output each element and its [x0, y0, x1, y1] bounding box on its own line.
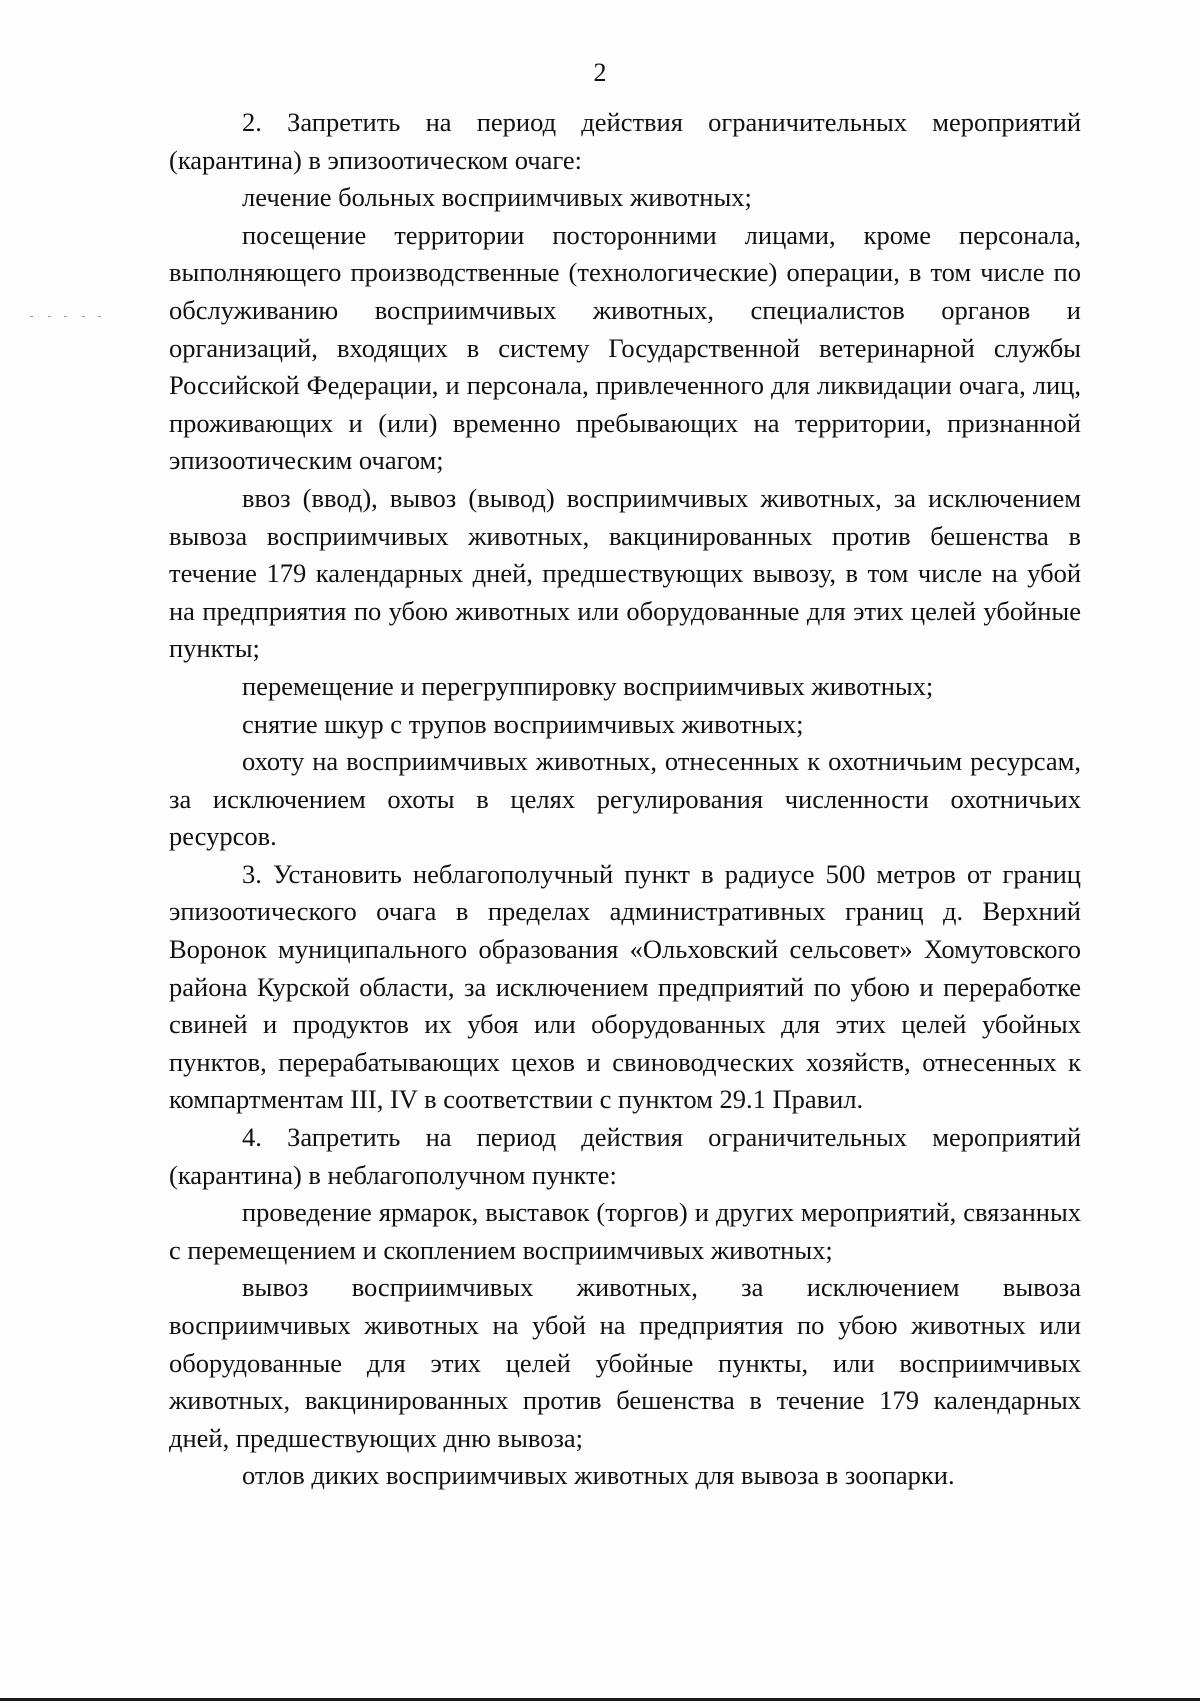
paragraph-ban-import-export: ввоз (ввод), вывоз (вывод) восприимчивых животных, за исключением вывоза восприимчивых животных, вакцинированных против бешенства в течение 179 календарных дней, предшествующих вывозу, в том числе на убой на предприятия по убою животных или оборудованные для этих целей убойные пункты; — [169, 482, 1081, 664]
paragraph-ban-capture: отлов диких восприимчивых животных для вывоза в зоопарки. — [242, 1460, 955, 1491]
paragraph-ban-export: вывоз восприимчивых животных, за исключением вывоза восприимчивых животных на убой на предприятия по убою животных или оборудованные для этих целей убойные пункты, или восприимчивых животных, вакцинированных против бешенства в течение 179 календарных дней, предшествующих дню вывоза; — [169, 1272, 1081, 1453]
paragraph-ban-treatment: лечение больных восприимчивых животных; — [242, 182, 752, 213]
paragraph-item-2: 2. Запретить на период действия ограничительных мероприятий (карантина) в эпизоотическом очаге: — [169, 107, 1081, 175]
scan-artifact — [30, 310, 120, 322]
scan-bottom-edge — [0, 1698, 1200, 1701]
page-number: 2 — [593, 58, 607, 87]
paragraph-item-3: 3. Установить неблагополучный пункт в радиусе 500 метров от границ эпизоотического очага в пределах административных границ д. Верхний Воронок муниципального образования «Ольховский сельсовет» Хомутовского района Курской области, за исключением предприятий по убою и переработке свиней и продуктов их убоя или оборудованных для этих целей убойных пунктов, перерабатывающих цехов и свиноводческих хозяйств, отнесенных к компартментам III, IV в соответствии с пунктом 29.1 Правил. — [169, 858, 1081, 1115]
paragraph-ban-visits: посещение территории посторонними лицами, кроме персонала, выполняющего производственные (технологические) операции, в том числе по обслуживанию восприимчивых животных, специалистов органов и организаций, входящих в систему Государственной ветеринарной службы Российской Федерации, и персонала, привлеченного для ликвидации очага, лиц, проживающих и (или) временно пребывающих на территории, признанной эпизоотическим очагом; — [169, 219, 1081, 476]
paragraph-ban-skinning: снятие шкур с трупов восприимчивых животных; — [242, 708, 804, 739]
paragraph-ban-relocation: перемещение и перегруппировку восприимчивых животных; — [242, 670, 934, 701]
document-body — [169, 104, 1081, 1495]
paragraph-item-4: 4. Запретить на период действия ограничительных мероприятий (карантина) в неблагополучном пункте: — [169, 1122, 1081, 1190]
paragraph-ban-hunting: охоту на восприимчивых животных, отнесенных к охотничьим ресурсам, за исключением охоты в целях регулирования численности охотничьих ресурсов. — [169, 746, 1081, 852]
paragraph-ban-fairs: проведение ярмарок, выставок (торгов) и других мероприятий, связанных с перемещением и скоплением восприимчивых животных; — [169, 1197, 1081, 1265]
